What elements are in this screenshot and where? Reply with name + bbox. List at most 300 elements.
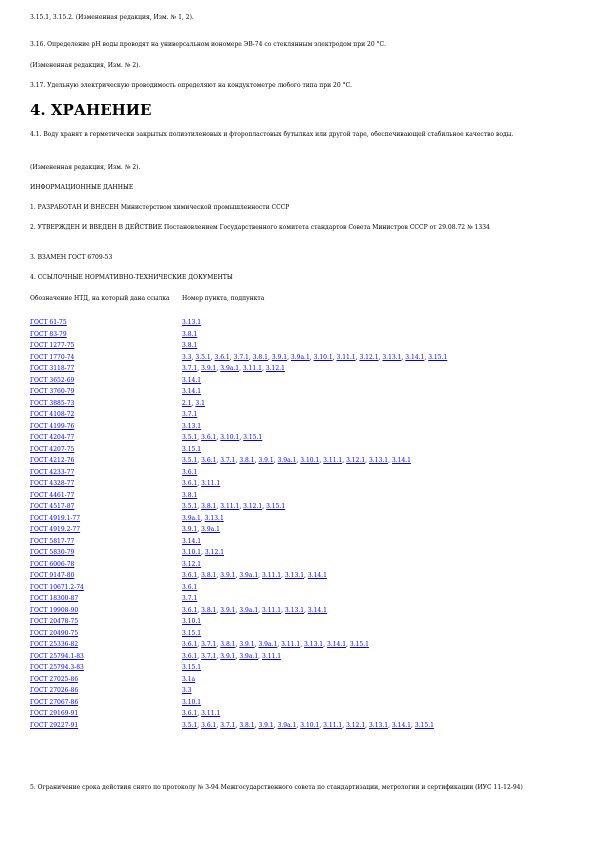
table-cell-points [182,363,570,375]
table-row [30,317,570,329]
point-link[interactable]: 3.11.1 [336,353,356,361]
point-link[interactable]: 3.9.1 [220,606,236,614]
standard-link[interactable]: ГОСТ 25794.3-83 [30,664,84,672]
point-link[interactable]: 3.9а.1 [239,652,259,660]
point-link[interactable]: 3.10.1 [182,618,202,626]
table-cell-points [182,478,570,490]
point-link[interactable]: 3.9а.1 [201,526,220,534]
point-link[interactable]: 3.10.1 [220,434,240,442]
point-link[interactable]: 3.6.1 [182,641,198,649]
point-link[interactable]: 3.6.1 [201,457,217,465]
point-link[interactable]: 3.9а.1 [182,514,201,522]
table-cell-document [30,524,182,536]
table-row [30,708,570,720]
separator: , [197,457,202,465]
point-link[interactable]: 3.11.1 [242,365,262,373]
point-link[interactable]: 3.13.1 [368,721,389,729]
standard-link[interactable]: ГОСТ 5830-79 [30,549,75,557]
point-link[interactable]: 3.7.1 [182,595,198,603]
table-row [30,363,570,375]
table-cell-document [30,329,182,341]
separator: , [235,606,240,614]
point-link[interactable]: 3.1а [182,675,196,683]
point-link[interactable]: 3.13.1 [284,572,305,580]
point-link[interactable]: 3.12.1 [204,549,225,557]
table-cell-points [182,398,570,410]
table-row [30,375,570,387]
table-cell-document [30,662,182,674]
point-link[interactable]: 3.10.1 [182,698,202,706]
separator: , [261,365,266,373]
point-link[interactable]: 3.8.1 [252,353,268,361]
separator: , [254,641,259,649]
point-link[interactable]: 3.14.1 [391,457,411,465]
standard-link[interactable]: ГОСТ 61-75 [30,319,67,327]
separator: , [200,514,205,522]
point-link[interactable]: 3.11.1 [262,606,282,614]
table-cell-document [30,340,182,352]
separator: , [296,721,301,729]
point-link[interactable]: 3.12.1 [265,365,285,373]
table-cell-document [30,547,182,559]
standard-link[interactable]: ГОСТ 19908-90 [30,606,79,614]
table-row [30,605,570,617]
point-link[interactable]: 3.5.1 [182,457,198,465]
point-link[interactable]: 3.9а.1 [220,365,240,373]
separator: , [346,641,350,649]
point-link[interactable]: 3.12.1 [346,721,366,729]
standard-link[interactable]: ГОСТ 3760-79 [30,388,75,396]
separator: , [197,503,202,511]
point-link[interactable]: 3.9.1 [201,365,217,373]
standard-link[interactable]: ГОСТ 27025-86 [30,675,79,683]
point-link[interactable]: 3.15.1 [428,353,448,361]
table-cell-document [30,593,182,605]
standard-link[interactable]: ГОСТ 4919.2-77 [30,526,81,534]
separator: , [319,721,324,729]
table-cell-document [30,478,182,490]
table-cell-points [182,651,570,663]
point-link[interactable]: 3.13.1 [284,606,305,614]
table-cell-points [182,432,570,444]
point-link[interactable]: 3.8.1 [220,641,236,649]
table-cell-document [30,628,182,640]
table-row [30,340,570,352]
separator: , [296,457,301,465]
point-link[interactable]: 3.5.1 [182,721,198,729]
point-link[interactable]: 3.7.1 [182,365,198,373]
separator: , [235,641,240,649]
separator: , [210,353,215,361]
point-link[interactable]: 3.11.1 [281,641,301,649]
table-cell-document [30,570,182,582]
table-cell-points [182,409,570,421]
section-heading-storage: 4. ХРАНЕНИЕ [30,101,152,119]
table-cell-document [30,674,182,686]
separator: , [355,353,360,361]
table-cell-points [182,582,570,594]
point-link[interactable]: 3.9.1 [220,572,236,580]
table-cell-document [30,697,182,709]
table-row [30,490,570,502]
table-cell-points [182,720,570,732]
standard-link[interactable]: ГОСТ 4233-77 [30,468,75,476]
table-cell-document [30,720,182,732]
standard-link[interactable]: ГОСТ 4204-77 [30,434,75,442]
separator: , [216,606,221,614]
point-link[interactable]: 3.14.1 [326,641,347,649]
table-row [30,455,570,467]
point-link[interactable]: 3.8.1 [201,572,217,580]
point-link[interactable]: 3.9а.1 [277,457,297,465]
standard-link[interactable]: ГОСТ 4207-75 [30,445,75,453]
separator: , [300,641,305,649]
point-link[interactable]: 3.9а.1 [239,606,259,614]
separator: , [201,549,205,557]
point-link[interactable]: 3.7.1 [201,641,217,649]
point-link[interactable]: 3.14.1 [307,572,327,580]
standard-link[interactable]: ГОСТ 25794.1-83 [30,652,84,660]
table-row [30,398,570,410]
separator: , [332,353,337,361]
standard-link[interactable]: ГОСТ 4517-87 [30,503,75,511]
table-row [30,432,570,444]
point-link[interactable]: 3.11.1 [262,652,282,660]
standard-link[interactable]: ГОСТ 3652-69 [30,376,75,384]
standard-link[interactable]: ГОСТ 10671.2-74 [30,583,84,591]
point-link[interactable]: 3.15.1 [266,503,286,511]
separator: , [235,652,240,660]
table-cell-document [30,582,182,594]
separator: , [197,641,202,649]
point-link[interactable]: 3.8.1 [201,606,217,614]
separator: , [216,641,221,649]
point-link[interactable]: 3.14.1 [182,537,202,545]
point-link[interactable]: 3.10.1 [300,721,320,729]
point-link[interactable]: 3.12.1 [346,457,366,465]
separator: , [229,353,234,361]
table-cell-points [182,501,570,513]
separator: , [424,353,429,361]
point-link[interactable]: 3.6.1 [182,583,198,591]
point-link[interactable]: 3.14.1 [391,721,411,729]
point-link[interactable]: 3.13.1 [382,353,402,361]
separator: , [197,652,202,660]
table-row [30,616,570,628]
point-link[interactable]: 3.7.1 [233,353,249,361]
table-row [30,329,570,341]
point-link[interactable]: 3.10.1 [182,549,202,557]
table-cell-points [182,662,570,674]
paragraph-3-17: 3.17. Удельную электрическую проводимость определяют на кондуктометре любого типа при 20 °С. [30,82,353,89]
standard-link[interactable]: ГОСТ 27067-86 [30,698,79,706]
separator: , [388,457,392,465]
point-link[interactable]: 3.3 [182,353,192,361]
point-link[interactable]: 3.8.1 [182,491,198,499]
point-link[interactable]: 3.15.1 [182,445,202,453]
info-item-5: 5. Ограничение срока действия снято по протоколу № 3-94 Межгосударственного совета по стандартизации, метрологии и сертификации (ИУС 11-12-94) [30,784,523,791]
table-cell-points [182,375,570,387]
standard-link[interactable]: ГОСТ 25336-82 [30,641,79,649]
paragraph-3-15-revision: 3.15.1, 3.15.2. (Измененная редакция, Изм. № 1, 2). [30,14,194,21]
standard-link[interactable]: ГОСТ 1277-75 [30,342,75,350]
point-link[interactable]: 3.13.1 [304,641,324,649]
table-cell-points [182,628,570,640]
standard-link[interactable]: ГОСТ 27026-86 [30,687,79,695]
separator: , [323,641,327,649]
point-link[interactable]: 3.7.1 [220,457,236,465]
separator: , [254,457,259,465]
separator: , [216,721,221,729]
table-row [30,639,570,651]
point-link[interactable]: 3.5.1 [182,503,198,511]
point-link[interactable]: 3.11.1 [262,572,282,580]
separator: , [197,434,202,442]
point-link[interactable]: 3.14.1 [182,376,202,384]
table-cell-points [182,547,570,559]
table-row [30,559,570,571]
separator: , [258,572,262,580]
table-cell-points [182,616,570,628]
table-cell-document [30,708,182,720]
paragraph-3-16: 3.16. Определение pH воды проводят на универсальном иономере ЭВ-74 со стеклянным электродом при 20 °С. [30,41,387,48]
separator: , [342,457,347,465]
table-cell-document [30,386,182,398]
standard-link[interactable]: ГОСТ 29227-91 [30,721,79,729]
point-link[interactable]: 3.6.1 [182,606,198,614]
table-row [30,386,570,398]
standard-link[interactable]: ГОСТ 5817-77 [30,537,75,545]
separator: , [191,353,196,361]
separator: , [216,434,221,442]
point-link[interactable]: 3.8.1 [182,342,198,350]
separator: , [411,721,415,729]
standard-link[interactable]: ГОСТ 20478-75 [30,618,79,626]
point-link[interactable]: 3.6.1 [182,710,198,718]
standard-link[interactable]: ГОСТ 4461-77 [30,491,75,499]
table-cell-document [30,605,182,617]
standard-link[interactable]: ГОСТ 29169-91 [30,710,79,718]
separator: , [342,721,347,729]
standard-link[interactable]: ГОСТ 1770-74 [30,353,75,361]
table-row [30,352,570,364]
table-cell-points [182,386,570,398]
standard-link[interactable]: ГОСТ 18300-87 [30,595,79,603]
table-cell-document [30,685,182,697]
point-link[interactable]: 3.3 [182,687,192,695]
table-cell-points [182,421,570,433]
table-cell-points [182,524,570,536]
table-cell-document [30,559,182,571]
paragraph-4-1: 4.1. Воду хранят в герметически закрытых полиэтиленовых и фторопластовых бутылках или другой таре, обеспечивающей стабильное качество воды. [30,131,514,138]
table-cell-document [30,317,182,329]
point-link[interactable]: 3.10.1 [313,353,333,361]
point-link[interactable]: 3.6.1 [182,572,198,580]
separator: , [216,572,221,580]
point-link[interactable]: 3.12.1 [359,353,379,361]
point-link[interactable]: 3.12.1 [182,560,202,568]
table-cell-document [30,455,182,467]
point-link[interactable]: 3.5.1 [182,434,198,442]
info-item-1: 1. РАЗРАБОТАН И ВНЕСЕН Министерством химической промышленности СССР [30,204,290,211]
point-link[interactable]: 3.6.1 [182,652,198,660]
point-link[interactable]: 3.11.1 [323,721,343,729]
point-link[interactable]: 3.13.1 [182,319,202,327]
point-link[interactable]: 3.13.1 [204,514,224,522]
separator: , [281,606,285,614]
separator: , [197,365,202,373]
point-link[interactable]: 3.7.1 [201,652,217,660]
separator: , [239,365,243,373]
separator: , [248,353,253,361]
point-link[interactable]: 3.6.1 [182,468,198,476]
point-link[interactable]: 3.13.1 [182,422,202,430]
point-link[interactable]: 3.8.1 [201,503,217,511]
separator: , [319,457,324,465]
point-link[interactable]: 3.14.1 [182,388,202,396]
table-cell-points [182,674,570,686]
point-link[interactable]: 3.7.1 [182,411,198,419]
point-link[interactable]: 3.7.1 [220,721,236,729]
info-title: ИНФОРМАЦИОННЫЕ ДАННЫЕ [30,184,134,191]
point-link[interactable]: 3.8.1 [182,330,198,338]
standard-link[interactable]: ГОСТ 4199-76 [30,422,75,430]
point-link[interactable]: 3.9.1 [271,353,288,361]
table-cell-points [182,605,570,617]
standard-link[interactable]: ГОСТ 6006-78 [30,560,75,568]
separator: , [273,721,278,729]
table-cell-points [182,329,570,341]
separator: , [281,572,285,580]
point-link[interactable]: 3.11.1 [201,480,221,488]
table-row [30,582,570,594]
point-link[interactable]: 3.14.1 [405,353,425,361]
point-link[interactable]: 3.15.1 [349,641,369,649]
table-row [30,662,570,674]
point-link[interactable]: 3.9.1 [239,641,255,649]
table-cell-points [182,708,570,720]
standard-link[interactable]: ГОСТ 4108-72 [30,411,75,419]
table-cell-document [30,616,182,628]
table-cell-document [30,639,182,651]
separator: , [365,721,369,729]
point-link[interactable]: 3.9а.1 [258,641,278,649]
info-item-4: 4. ССЫЛОЧНЫЕ НОРМАТИВНО-ТЕХНИЧЕСКИЕ ДОКУМЕНТЫ [30,274,233,281]
point-link[interactable]: 3.10.1 [300,457,320,465]
separator: , [235,572,240,580]
separator: , [235,457,240,465]
table-row [30,651,570,663]
table-cell-document [30,536,182,548]
point-link[interactable]: 3.13.1 [368,457,389,465]
separator: , [309,353,314,361]
standard-link[interactable]: ГОСТ 4212-76 [30,457,75,465]
separator: , [365,457,369,465]
reference-table [30,295,570,731]
table-row [30,409,570,421]
separator: , [216,457,221,465]
point-link[interactable]: 3.15.1 [182,629,202,637]
table-row [30,501,570,513]
point-link[interactable]: 3.8.1 [239,457,255,465]
standard-link[interactable]: ГОСТ 20490-75 [30,629,79,637]
standard-link[interactable]: ГОСТ 83-79 [30,330,67,338]
separator: , [197,480,202,488]
table-row [30,478,570,490]
point-link[interactable]: 3.8.1 [239,721,255,729]
point-link[interactable]: 3.6.1 [201,721,217,729]
point-link[interactable]: 3.11.1 [201,710,221,718]
table-cell-points [182,317,570,329]
reference-table-body [30,317,570,731]
standard-link[interactable]: ГОСТ 4919.1-77 [30,514,81,522]
point-link[interactable]: 3.6.1 [201,434,217,442]
table-row [30,421,570,433]
point-link[interactable]: 3.1 [195,399,205,407]
standard-link[interactable]: ГОСТ 3118-77 [30,365,75,373]
table-cell-document [30,513,182,525]
point-link[interactable]: 3.11.1 [220,503,240,511]
separator: , [216,503,221,511]
separator: , [258,606,262,614]
point-link[interactable]: 3.9.1 [220,652,236,660]
point-link[interactable]: 3.12.1 [243,503,263,511]
table-row [30,524,570,536]
table-cell-document [30,352,182,364]
table-row [30,444,570,456]
point-link[interactable]: 3.9а.1 [239,572,259,580]
point-link[interactable]: 3.9.1 [182,526,198,534]
paragraph-4-1-revision: (Измененная редакция, Изм. № 2). [30,164,141,171]
point-link[interactable]: 3.14.1 [307,606,327,614]
table-row [30,593,570,605]
table-cell-document [30,398,182,410]
point-link[interactable]: 3.15.1 [182,664,202,672]
info-item-3: 3. ВЗАМЕН ГОСТ 6709-53 [30,254,113,261]
point-link[interactable]: 3.9.1 [258,721,274,729]
point-link[interactable]: 3.5.1 [195,353,211,361]
separator: , [197,526,202,534]
separator: , [258,652,262,660]
table-cell-document [30,375,182,387]
table-header-points: Номер пункта, подпункта [182,295,265,302]
point-link[interactable]: 3.9а.1 [277,721,297,729]
standard-link[interactable]: ГОСТ 3885-73 [30,399,75,407]
point-link[interactable]: 3.6.1 [214,353,230,361]
separator: , [277,641,282,649]
point-link[interactable]: 3.9а.1 [290,353,310,361]
standard-link[interactable]: ГОСТ 9147-80 [30,572,75,580]
point-link[interactable]: 3.11.1 [323,457,343,465]
paragraph-3-16-revision: (Измененная редакция, Изм. № 2). [30,62,141,69]
separator: , [239,434,244,442]
separator: , [388,721,392,729]
table-cell-document [30,409,182,421]
point-link[interactable]: 2.1 [182,399,192,407]
table-row [30,697,570,709]
separator: , [273,457,278,465]
point-link[interactable]: 3.15.1 [243,434,263,442]
table-cell-points [182,639,570,651]
table-row [30,570,570,582]
point-link[interactable]: 3.6.1 [182,480,198,488]
standard-link[interactable]: ГОСТ 4328-77 [30,480,75,488]
table-header-row [30,295,570,317]
point-link[interactable]: 3.9.1 [258,457,274,465]
table-cell-points [182,697,570,709]
separator: , [304,606,308,614]
point-link[interactable]: 3.15.1 [414,721,434,729]
